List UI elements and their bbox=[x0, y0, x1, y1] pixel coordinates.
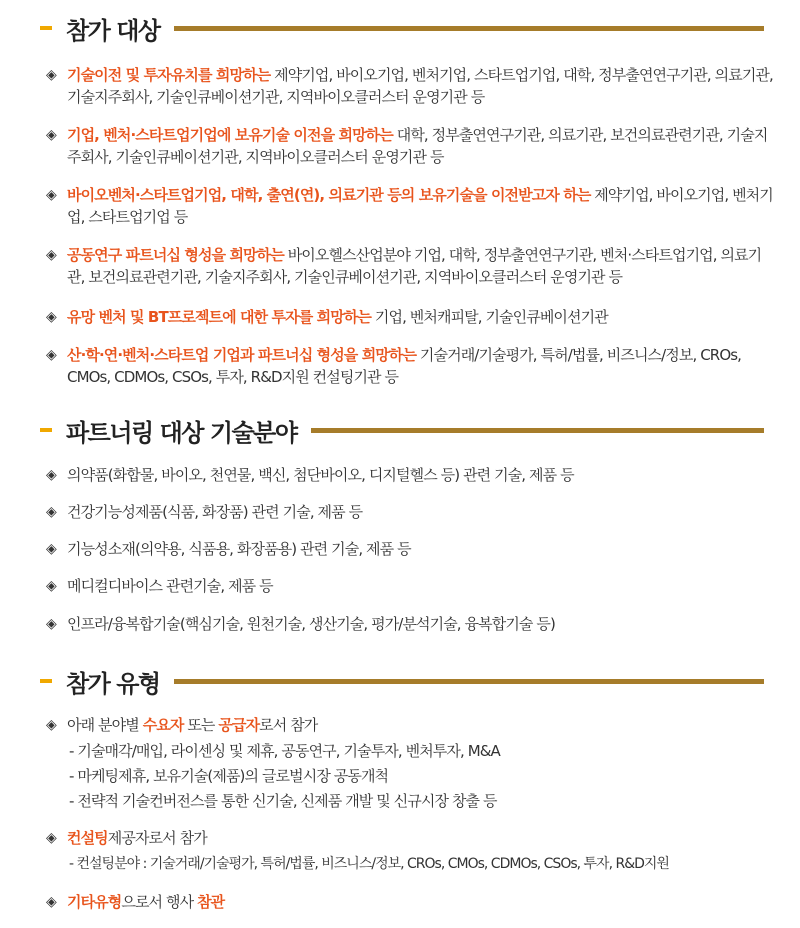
heading-rule bbox=[174, 26, 764, 31]
tech-field-item: ◈ 건강기능성제품(식품, 화장품) 관련 기술, 제품 등 bbox=[46, 503, 363, 521]
section-heading-tech-fields bbox=[40, 410, 764, 450]
diamond-bullet-icon: ◈ bbox=[46, 309, 56, 325]
heading-rule bbox=[311, 428, 764, 433]
section-heading-participants bbox=[40, 8, 764, 48]
participant-item: ◈ 유망 벤처 및 BT프로젝트에 대한 투자를 희망하는 기업, 벤처캐피탈, 기술인큐베이션기관 bbox=[46, 308, 608, 326]
participant-item: ◈ 산·학·연·벤처·스타트업 기업과 파트너십 형성을 희망하는 기술거래/기술평가, 특허/법률, 비즈니스/정보, CROs, CMOs, CDMOs, CSOs, 투자, R&D지원 컨설팅기관 등 bbox=[46, 346, 742, 386]
diamond-bullet-icon: ◈ bbox=[46, 247, 56, 263]
heading-title: 참가 대상 bbox=[66, 16, 160, 45]
heading-marker bbox=[40, 679, 52, 683]
diamond-bullet-icon: ◈ bbox=[46, 504, 56, 520]
tech-field-item: ◈ 의약품(화합물, 바이오, 천연물, 백신, 첨단바이오, 디지털헬스 등) 관련 기술, 제품 등 bbox=[46, 466, 574, 484]
participant-item: ◈ 기술이전 및 투자유치를 희망하는 제약기업, 바이오기업, 벤처기업, 스타트업기업, 대학, 정부출연연구기관, 의료기관, 기술지주회사, 기술인큐베이션기관, 지역바이오클러스터 운영기관 등 bbox=[46, 66, 773, 106]
sub-item: - 기술매각/매입, 라이센싱 및 제휴, 공동연구, 기술투자, 벤처투자, M&A bbox=[69, 742, 500, 760]
tech-field-item: ◈ 기능성소재(의약용, 식품용, 화장품용) 관련 기술, 제품 등 bbox=[46, 540, 411, 558]
sub-item: - 마케팅제휴, 보유기술(제품)의 글로벌시장 공동개척 bbox=[69, 767, 389, 785]
diamond-bullet-icon: ◈ bbox=[46, 67, 56, 83]
diamond-bullet-icon: ◈ bbox=[46, 467, 56, 483]
diamond-bullet-icon: ◈ bbox=[46, 187, 56, 203]
sub-item: - 컨설팅분야 : 기술거래/기술평가, 특허/법률, 비즈니스/정보, CROs, CMOs, CDMOs, CSOs, 투자, R&D지원 bbox=[69, 856, 669, 872]
participation-type-item: ◈ 기타유형으로서 행사 참관 bbox=[46, 893, 225, 911]
participant-item: ◈ 공동연구 파트너십 형성을 희망하는 바이오헬스산업분야 기업, 대학, 정부출연연구기관, 벤처·스타트업기업, 의료기관, 보건의료관련기관, 기술지주회사, 기술인큐베이션기관, 지역바이오클러스터 운영기관 등 bbox=[46, 246, 762, 286]
participant-item: ◈ 기업, 벤처·스타트업기업에 보유기술 이전을 희망하는 대학, 정부출연연구기관, 의료기관, 보건의료관련기관, 기술지주회사, 기술인큐베이션기관, 지역바이오클러스터 운영기관 등 bbox=[46, 126, 768, 166]
diamond-bullet-icon: ◈ bbox=[46, 347, 56, 363]
heading-title: 참가 유형 bbox=[66, 669, 160, 698]
heading-marker bbox=[40, 428, 52, 432]
participation-type-item: ◈ 아래 분야별 수요자 또는 공급자로서 참가 bbox=[46, 716, 318, 734]
diamond-bullet-icon: ◈ bbox=[46, 717, 56, 733]
heading-title: 파트너링 대상 기술분야 bbox=[66, 418, 297, 447]
participation-type-item: ◈ 컨설팅제공자로서 참가 bbox=[46, 829, 207, 847]
sub-item: - 전략적 기술컨버전스를 통한 신기술, 신제품 개발 및 신규시장 창출 등 bbox=[69, 792, 497, 810]
diamond-bullet-icon: ◈ bbox=[46, 541, 56, 557]
heading-rule bbox=[174, 679, 764, 684]
section-heading-participation-types bbox=[40, 661, 764, 701]
diamond-bullet-icon: ◈ bbox=[46, 127, 56, 143]
diamond-bullet-icon: ◈ bbox=[46, 894, 56, 910]
diamond-bullet-icon: ◈ bbox=[46, 616, 56, 632]
diamond-bullet-icon: ◈ bbox=[46, 578, 56, 594]
diamond-bullet-icon: ◈ bbox=[46, 830, 56, 846]
tech-field-item: ◈ 인프라/융복합기술(핵심기술, 원천기술, 생산기술, 평가/분석기술, 융복합기술 등) bbox=[46, 615, 555, 633]
tech-field-item: ◈ 메디컬디바이스 관련기술, 제품 등 bbox=[46, 577, 273, 595]
participant-item: ◈ 바이오벤처·스타트업기업, 대학, 출연(연), 의료기관 등의 보유기술을 이전받고자 하는 제약기업, 바이오기업, 벤처기업, 스타트업기업 등 bbox=[46, 186, 773, 226]
heading-marker bbox=[40, 26, 52, 30]
